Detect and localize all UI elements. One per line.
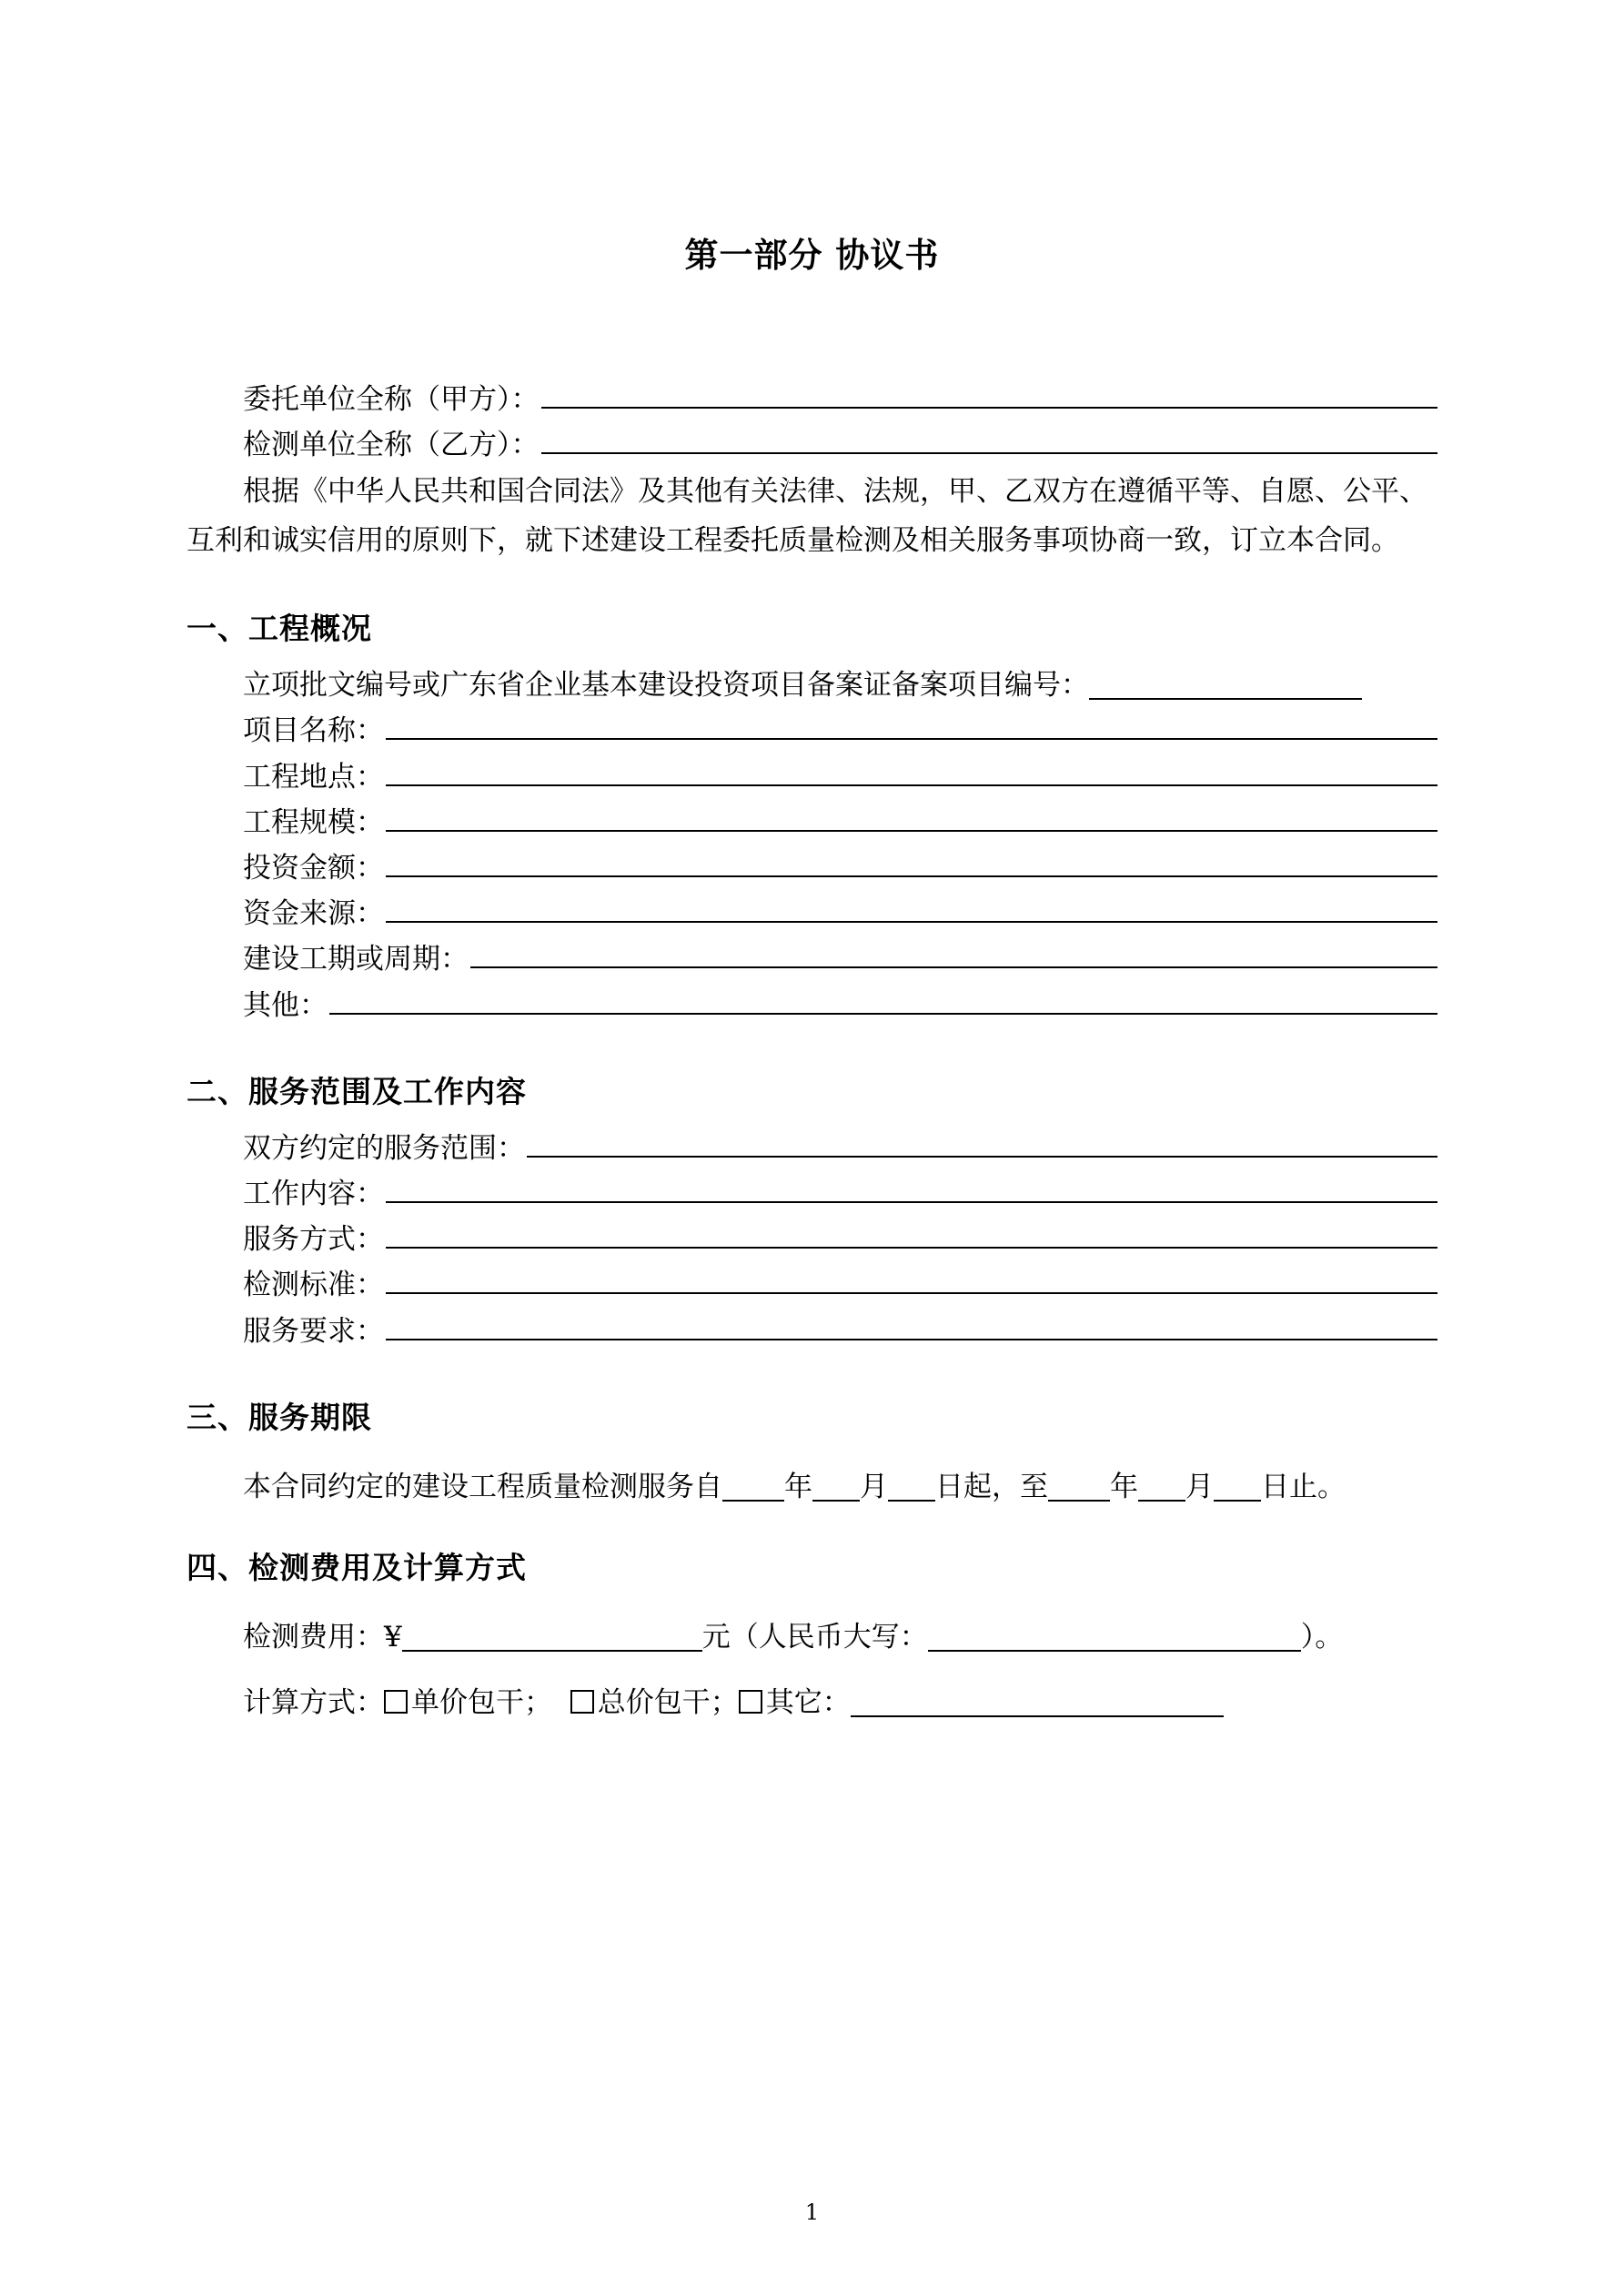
label-service-method: 服务方式： — [243, 1223, 384, 1257]
preamble-paragraph: 根据《中华人民共和国合同法》及其他有关法律、法规，甲、乙双方在遵循平等、自愿、公平、互利和诚实信用的原则下，就下述建设工程委托质量检测及相关服务事项协商一致，订立本合同。 — [187, 475, 1427, 557]
label-test-standard: 检测标准： — [243, 1269, 384, 1302]
input-service-method[interactable] — [386, 1221, 1437, 1249]
calculation-method-label: 计算方式： — [243, 1686, 384, 1720]
label-work-content: 工作内容： — [243, 1178, 384, 1211]
input-service-requirement[interactable] — [386, 1313, 1437, 1340]
fee-unit-label: 元（人民币大写： — [701, 1621, 928, 1654]
input-funding-source[interactable] — [386, 895, 1437, 923]
input-construction-period[interactable] — [470, 941, 1437, 968]
label-other: 其他： — [243, 988, 328, 1022]
party-input-yifang[interactable] — [541, 427, 1438, 454]
input-start-day[interactable] — [888, 1500, 935, 1502]
input-end-year[interactable] — [1048, 1500, 1110, 1502]
section-heading-3: 三、服务期限 — [187, 1399, 372, 1435]
page-title: 第一部分 协议书 — [684, 236, 940, 275]
input-project-scale[interactable] — [386, 804, 1437, 832]
label-start-year: 年 — [784, 1470, 812, 1503]
fee-line — [187, 1614, 1437, 1660]
page-number: 1 — [804, 2200, 820, 2225]
currency-symbol: ¥ — [384, 1621, 402, 1654]
field-project-scale — [187, 800, 1437, 845]
option-label-unit-price: 单价包干； — [411, 1686, 552, 1720]
checkbox-unit-price[interactable] — [384, 1690, 408, 1714]
checkbox-other[interactable] — [739, 1690, 762, 1714]
input-investment-amount[interactable] — [386, 850, 1437, 877]
label-service-requirement: 服务要求： — [243, 1314, 384, 1348]
input-other[interactable] — [329, 987, 1437, 1015]
section-heading-1: 一、工程概况 — [187, 611, 372, 647]
input-fee-amount-words[interactable] — [928, 1650, 1301, 1652]
field-funding-source — [187, 891, 1437, 936]
checkbox-total-price[interactable] — [570, 1690, 594, 1714]
field-service-requirement — [187, 1309, 1437, 1354]
field-project-name — [187, 708, 1437, 754]
input-start-month[interactable] — [812, 1500, 860, 1502]
project-record-number-input[interactable] — [1089, 698, 1362, 700]
option-label-other: 其它： — [765, 1686, 851, 1720]
label-end-month: 月 — [1185, 1470, 1214, 1503]
input-end-month[interactable] — [1138, 1500, 1185, 1502]
input-project-name[interactable] — [386, 713, 1437, 740]
party-field-yifang — [187, 422, 1437, 468]
input-service-scope[interactable] — [527, 1130, 1437, 1158]
field-other — [187, 983, 1437, 1028]
field-service-scope — [187, 1126, 1437, 1171]
field-service-method — [187, 1217, 1437, 1262]
input-test-standard[interactable] — [386, 1267, 1437, 1294]
label-project-scale: 工程规模： — [243, 805, 384, 839]
label-end-year: 年 — [1110, 1470, 1138, 1503]
label-construction-period: 建设工期或周期： — [243, 943, 469, 976]
party-input-jiafang[interactable] — [541, 381, 1438, 409]
party-label-yifang: 检测单位全称（乙方）： — [243, 429, 540, 462]
party-field-jiafang — [187, 377, 1437, 422]
option-label-total-price: 总价包干； — [597, 1686, 739, 1720]
label-investment-amount: 投资金额： — [243, 851, 384, 885]
calculation-method-line — [187, 1680, 1437, 1725]
label-project-location: 工程地点： — [243, 760, 384, 794]
input-fee-amount[interactable] — [402, 1650, 702, 1652]
party-label-jiafang: 委托单位全称（甲方）： — [243, 383, 540, 416]
input-work-content[interactable] — [386, 1176, 1437, 1203]
section-heading-4: 四、检测费用及计算方式 — [187, 1550, 527, 1586]
project-record-number-label: 立项批文编号或广东省企业基本建设投资项目备案证备案项目编号： — [243, 669, 1089, 703]
project-record-number-line — [187, 663, 1437, 708]
label-start-day: 日起，至 — [935, 1470, 1048, 1503]
field-construction-period — [187, 936, 1437, 982]
label-end-day: 日止。 — [1261, 1470, 1346, 1503]
field-work-content — [187, 1171, 1437, 1217]
field-test-standard — [187, 1262, 1437, 1308]
field-project-location — [187, 754, 1437, 800]
label-start-month: 月 — [860, 1470, 888, 1503]
label-service-scope: 双方约定的服务范围： — [243, 1131, 525, 1165]
fee-label: 检测费用： — [243, 1621, 384, 1654]
label-funding-source: 资金来源： — [243, 897, 384, 931]
input-project-location[interactable] — [386, 759, 1437, 786]
service-term-line — [187, 1464, 1437, 1510]
input-end-day[interactable] — [1214, 1500, 1261, 1502]
input-other-calculation-method[interactable] — [851, 1715, 1224, 1717]
input-start-year[interactable] — [722, 1500, 784, 1502]
fee-tail-label: ）。 — [1300, 1621, 1344, 1654]
service-term-lead: 本合同约定的建设工程质量检测服务自 — [243, 1470, 722, 1503]
section-heading-2: 二、服务范围及工作内容 — [187, 1073, 527, 1109]
label-project-name: 项目名称： — [243, 714, 384, 748]
field-investment-amount — [187, 845, 1437, 891]
